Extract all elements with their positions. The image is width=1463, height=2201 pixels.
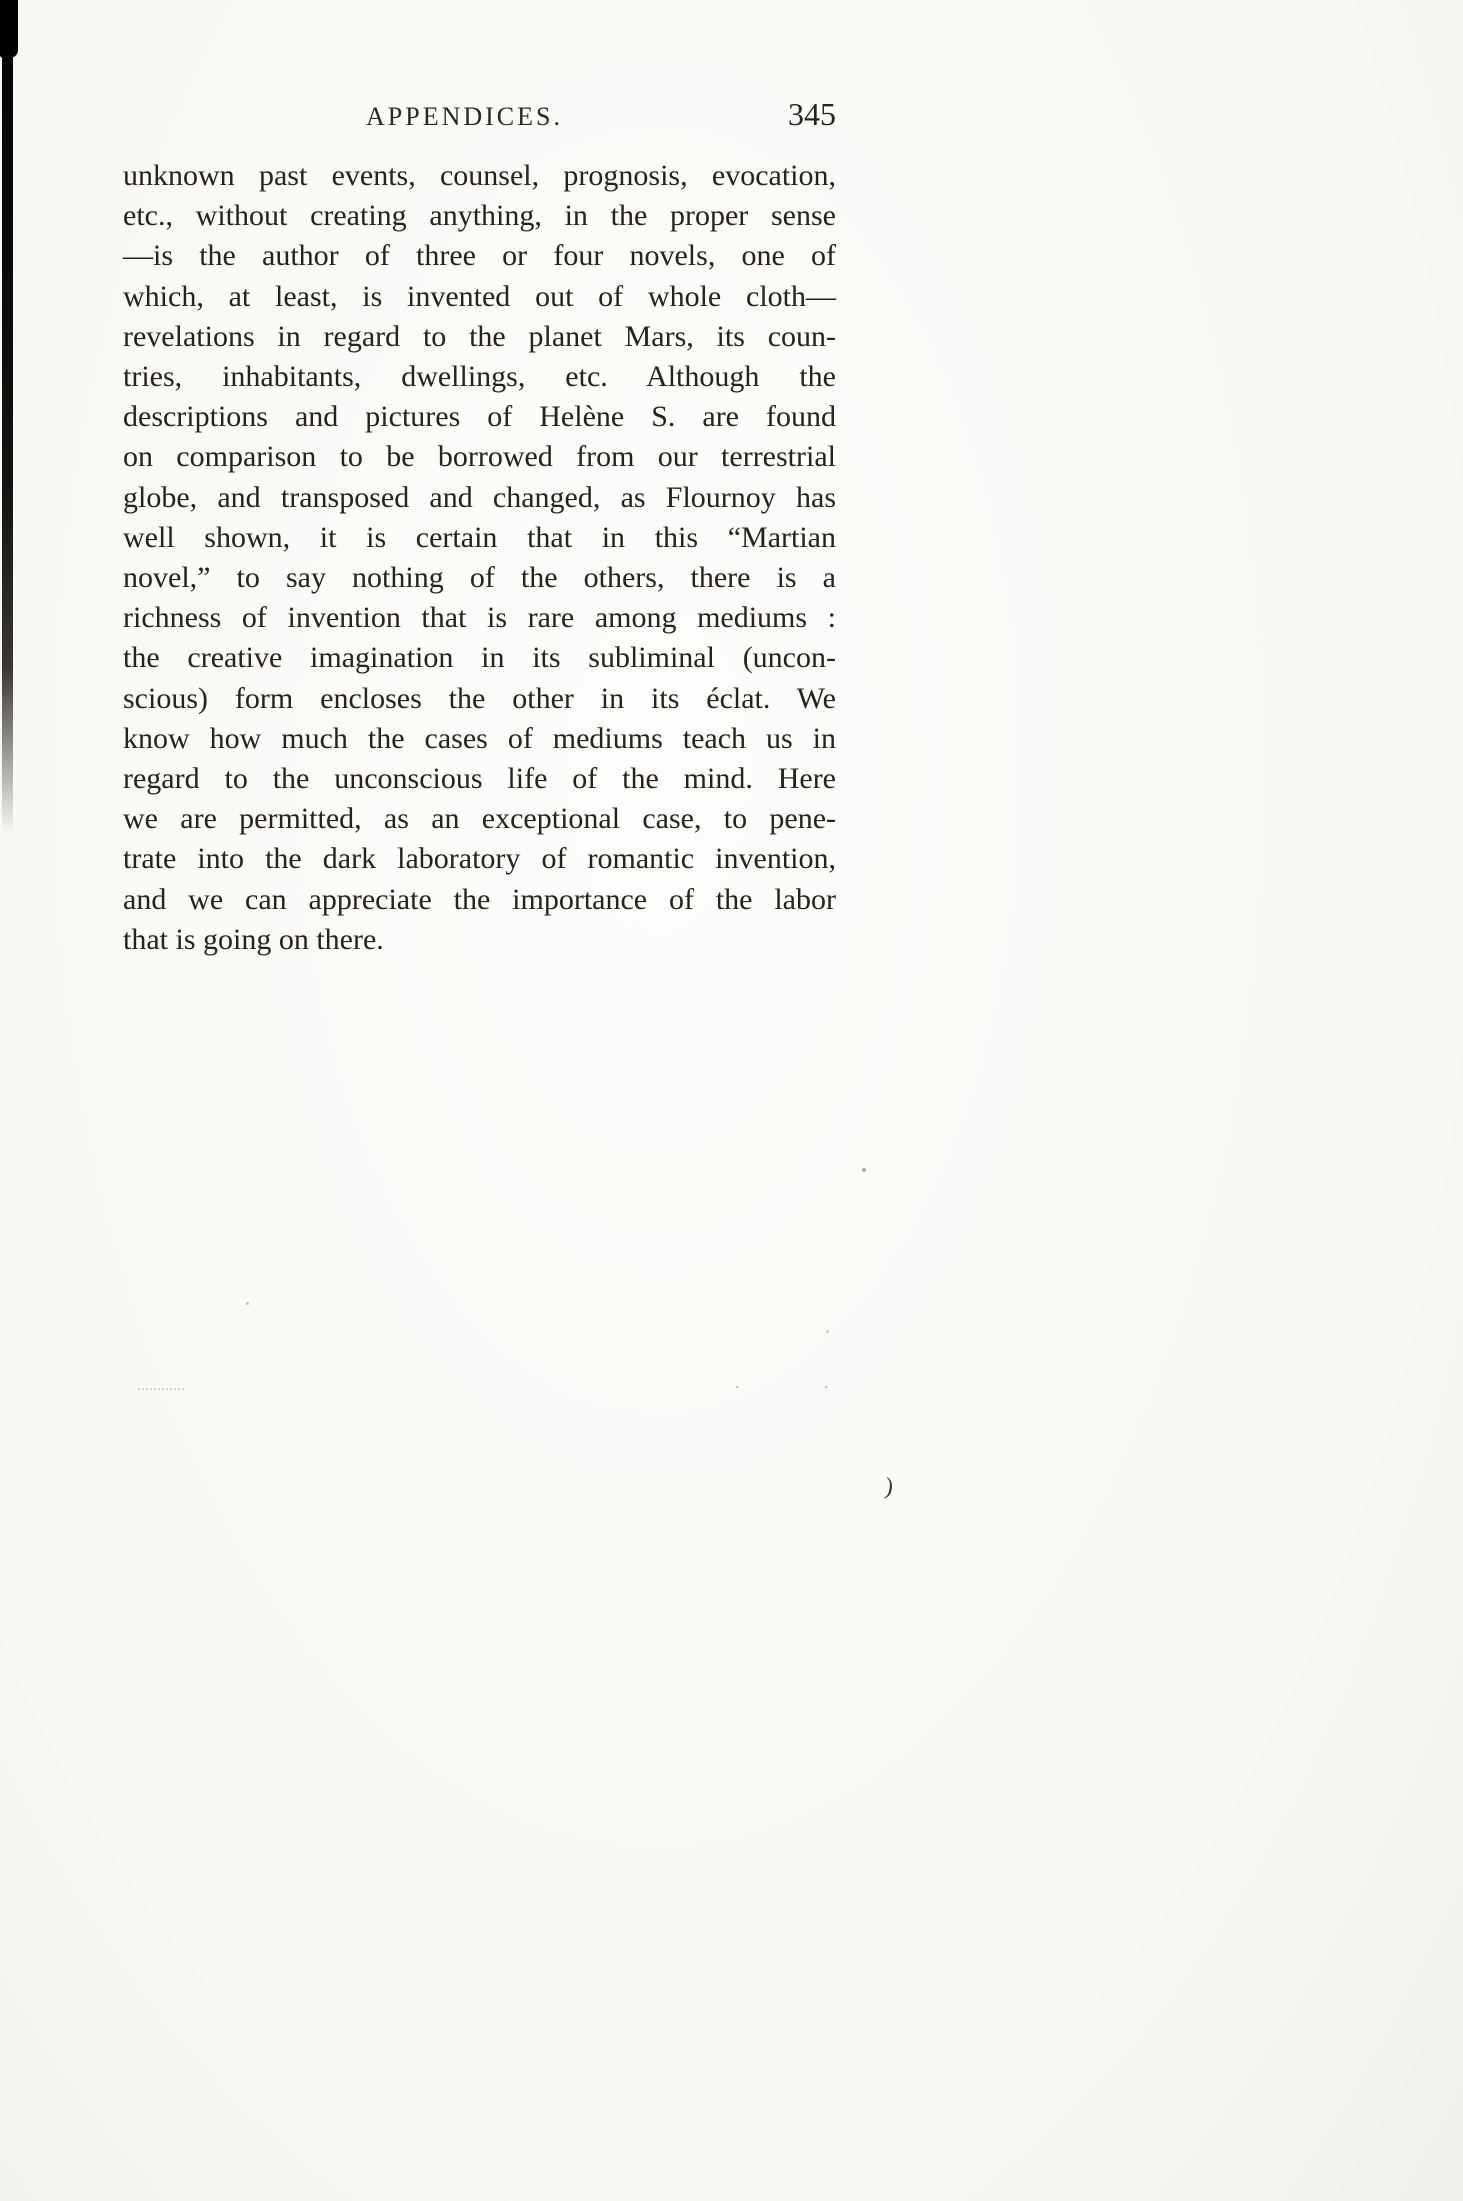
text-line: on comparison to be borrowed from our terrestrial xyxy=(123,440,836,474)
text-line: we are permitted, as an exceptional case, to pene- xyxy=(123,802,836,836)
text-line: know how much the cases of mediums teach us in xyxy=(123,721,836,755)
text-line: scious) form encloses the other in its éclat. We xyxy=(123,681,836,715)
text-line: descriptions and pictures of Helène S. are found xyxy=(123,400,836,434)
text-line: unknown past events, counsel, prognosis, evocation, xyxy=(123,159,836,192)
text-line: trate into the dark laboratory of romantic invention, xyxy=(123,842,836,876)
text-line: globe, and transposed and changed, as Flournoy has xyxy=(123,480,836,514)
running-header: APPENDICES. xyxy=(366,102,563,131)
text-line: tries, inhabitants, dwellings, etc. Although the xyxy=(123,360,836,394)
text-line: novel,” to say nothing of the others, there is a xyxy=(123,561,836,595)
body-paragraph xyxy=(123,156,836,960)
scan-speck xyxy=(862,1168,866,1172)
text-line: and we can appreciate the importance of the labor xyxy=(123,882,836,916)
scan-stray-mark: ) xyxy=(883,1473,895,1501)
scan-speck xyxy=(246,1302,249,1305)
text-line: the creative imagination in its subliminal (uncon- xyxy=(123,641,836,675)
page-number: 345 xyxy=(788,96,836,132)
binding-edge-artifact xyxy=(2,0,13,835)
scan-speck xyxy=(826,1330,829,1333)
page-header xyxy=(123,94,836,138)
text-line: revelations in regard to the planet Mars, its coun- xyxy=(123,319,836,353)
text-line: which, at least, is invented out of whole cloth— xyxy=(123,279,836,313)
text-line: that is going on there. xyxy=(123,922,384,956)
text-line: richness of invention that is rare among mediums : xyxy=(123,601,836,635)
text-line: well shown, it is certain that in this “Martian xyxy=(123,520,836,554)
text-line: etc., without creating anything, in the proper sense xyxy=(123,199,836,233)
scan-faint-marks: . . xyxy=(735,1372,869,1392)
text-line: —is the author of three or four novels, one of xyxy=(123,239,836,273)
scan-smudge xyxy=(138,1382,184,1390)
text-line: regard to the unconscious life of the mind. Here xyxy=(123,762,836,796)
